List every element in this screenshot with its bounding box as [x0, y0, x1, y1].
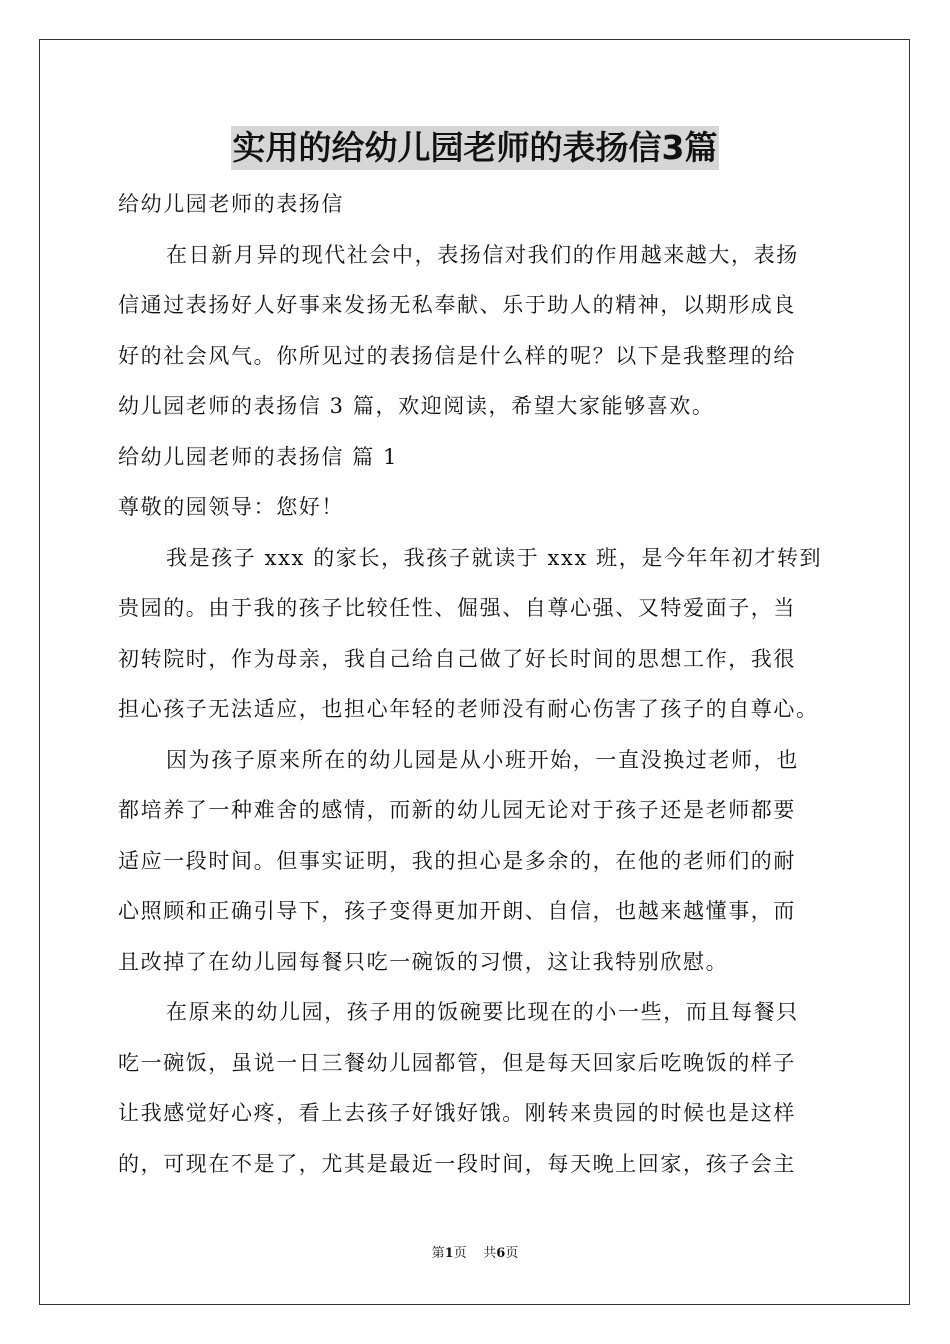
text-line: 尊敬的园领导：您好！ — [118, 495, 344, 519]
text-line: 给幼儿园老师的表扬信 — [118, 192, 344, 216]
text-line: 因为孩子原来所在的幼儿园是从小班开始，一直没换过老师，也 — [166, 747, 799, 772]
text-line: 在日新月异的现代社会中，表扬信对我们的作用越来越大，表扬 — [166, 242, 799, 267]
text-line: 让我感觉好心疼，看上去孩子好饿好饿。刚转来贵园的时候也是这样 — [118, 1101, 796, 1125]
footer-page-prefix: 第 — [431, 1246, 445, 1261]
text-line: 吃一碗饭，虽说一日三餐幼儿园都管，但是每天回家后吃晚饭的样子 — [118, 1050, 796, 1075]
footer-page-number: 1 — [444, 1246, 454, 1261]
text-line: 贵园的。由于我的孩子比较任性、倔强、自尊心强、又特爱面子，当 — [118, 596, 796, 620]
text-line: 心照顾和正确引导下，孩子变得更加开朗、自信，也越来越懂事，而 — [118, 899, 796, 923]
text-line: 信通过表扬好人好事来发扬无私奉献、乐于助人的精神，以期形成良 — [118, 293, 796, 317]
text-line: 的，可现在不是了，尤其是最近一段时间，每天晚上回家，孩子会主 — [118, 1151, 796, 1176]
text-line: 我是孩子 xxx 的家长，我孩子就读于 xxx 班，是今年年初才转到 — [166, 545, 823, 570]
page-footer — [0, 1244, 950, 1264]
footer-total-suffix: 页 — [505, 1246, 519, 1261]
text-line: 初转院时，作为母亲，我自己给自己做了好长时间的思想工作，我很 — [118, 646, 796, 671]
footer-total-pages: 6 — [496, 1246, 506, 1261]
title-container — [0, 126, 950, 170]
text-line: 幼儿园老师的表扬信 3 篇，欢迎阅读，希望大家能够喜欢。 — [118, 394, 715, 418]
document-body — [118, 179, 838, 1189]
footer-page-suffix: 页 — [453, 1246, 467, 1261]
footer-total-prefix: 共 — [483, 1246, 497, 1261]
text-line: 适应一段时间。但事实证明，我的担心是多余的，在他的老师们的耐 — [118, 848, 796, 873]
text-line: 给幼儿园老师的表扬信 篇 1 — [118, 444, 399, 469]
text-line: 且改掉了在幼儿园每餐只吃一碗饭的习惯，这让我特别欣慰。 — [118, 949, 729, 974]
text-line: 在原来的幼儿园，孩子用的饭碗要比现在的小一些，而且每餐只 — [166, 1000, 799, 1024]
text-line: 好的社会风气。你所见过的表扬信是什么样的呢？以下是我整理的给 — [118, 343, 796, 368]
text-line: 都培养了一种难舍的感情，而新的幼儿园无论对于孩子还是老师都要 — [118, 798, 796, 822]
document-title: 实用的给幼儿园老师的表扬信3篇 — [231, 126, 720, 170]
text-line: 担心孩子无法适应，也担心年轻的老师没有耐心伤害了孩子的自尊心。 — [118, 697, 819, 721]
